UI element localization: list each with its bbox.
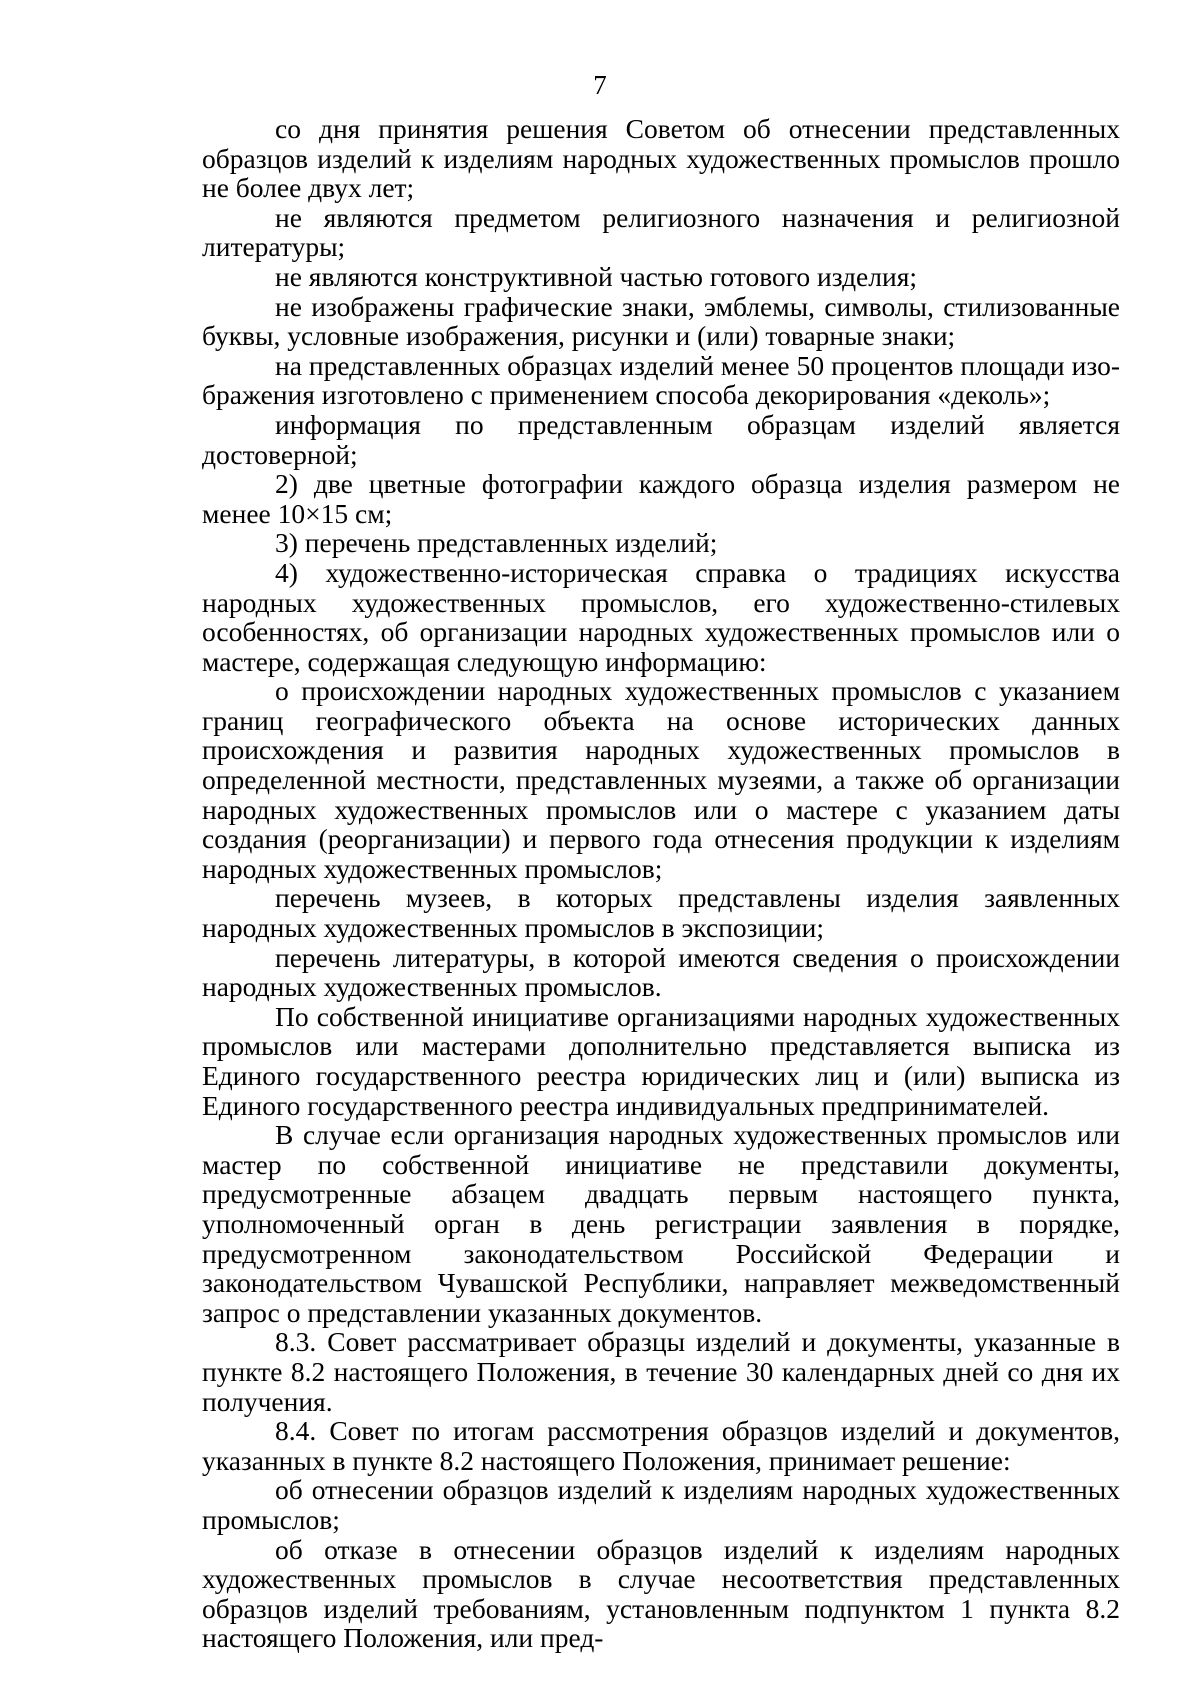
paragraph: 2) две цветные фотографии каждого образца изделия размером не менее 10×15 см; [202, 468, 1120, 529]
paragraph: не изображены графические знаки, эмблемы, символы, стилизованные буквы, условные изображения, рисунки и (или) товарные знаки; [202, 290, 1120, 352]
paragraph: со дня принятия решения Советом об отнесении представленных образцов изделий к изделиям народных художественных промыслов прошло не более двух лет; [202, 113, 1120, 204]
paragraph: В случае если организация народных художественных промыслов или мастер по собственной инициативе не представили документы, предусмотренные абзацем двадцать первым настоящего пункта, уполномоченный орган в день регистрации заявления в порядке, предусмотренном законодательством Российской Федерации и законодательством Чувашской Республики, направляет межведомственный запрос о представлении указанных документов. [202, 1119, 1120, 1328]
paragraph: 8.3. Совет рассматривает образцы изделий и документы, указанные в пункте 8.2 настоящего Положения, в течение 30 календарных дней со дня их получения. [202, 1326, 1120, 1417]
paragraph: на представленных образцах изделий менее 50 процентов площади изображения изготовлено с применением способа декорирования «деколь»; [202, 349, 1120, 411]
paragraph: об отнесении образцов изделий к изделиям народных художественных промыслов; [202, 1474, 1120, 1535]
paragraph: информация по представленным образцам изделий является достоверной; [202, 408, 1120, 470]
paragraph: 8.4. Совет по итогам рассмотрения образцов изделий и документов, указанных в пункте 8.2 настоящего Положения, принимает решение: [202, 1415, 1120, 1476]
paragraph: 4) художественно-историческая справка о традициях искусства народных художественных промыслов, его художественно-стилевых особенностях, об организации народных художественных промыслов или о мастере, содержащая следующую информацию: [202, 556, 1120, 677]
paragraph: По собственной инициативе организациями народных художественных промыслов или мастерами дополнительно представляется выписка из Единого государственного реестра юридических лиц и (или) выписка из Единого государственного реестра индивидуальных предпринимателей. [202, 1000, 1120, 1121]
paragraph: о происхождении народных художественных промыслов с указанием границ географического объекта на основе исторических данных происхождения и развития народных художественных промыслов в определенной местности, представленных музеями, а также об организации народных художественных промыслов или о мастере с указанием даты создания (реорганизации) и первого года отнесения продукции к изделиям народных художественных промыслов; [202, 675, 1120, 884]
document-body [202, 114, 1120, 1653]
paragraph: не являются предметом религиозного назначения и религиозной литературы; [202, 201, 1120, 263]
page-number: 7 [593, 70, 607, 100]
paragraph: 3) перечень представленных изделий; [275, 527, 718, 559]
paragraph: перечень музеев, в которых представлены изделия заявленных народных художественных промыслов в экспозиции; [202, 882, 1120, 944]
paragraph: об отказе в отнесении образцов изделий к изделиям народных художественных промыслов в случае несоответствия представленных образцов изделий требованиям, установленным подпунктом 1 пункта 8.2 настоящего Положения, или пред- [202, 1533, 1120, 1654]
paragraph: перечень литературы, в которой имеются сведения о происхождении народных художественных промыслов. [202, 941, 1120, 1003]
paragraph: не являются конструктивной частью готового изделия; [275, 260, 917, 292]
